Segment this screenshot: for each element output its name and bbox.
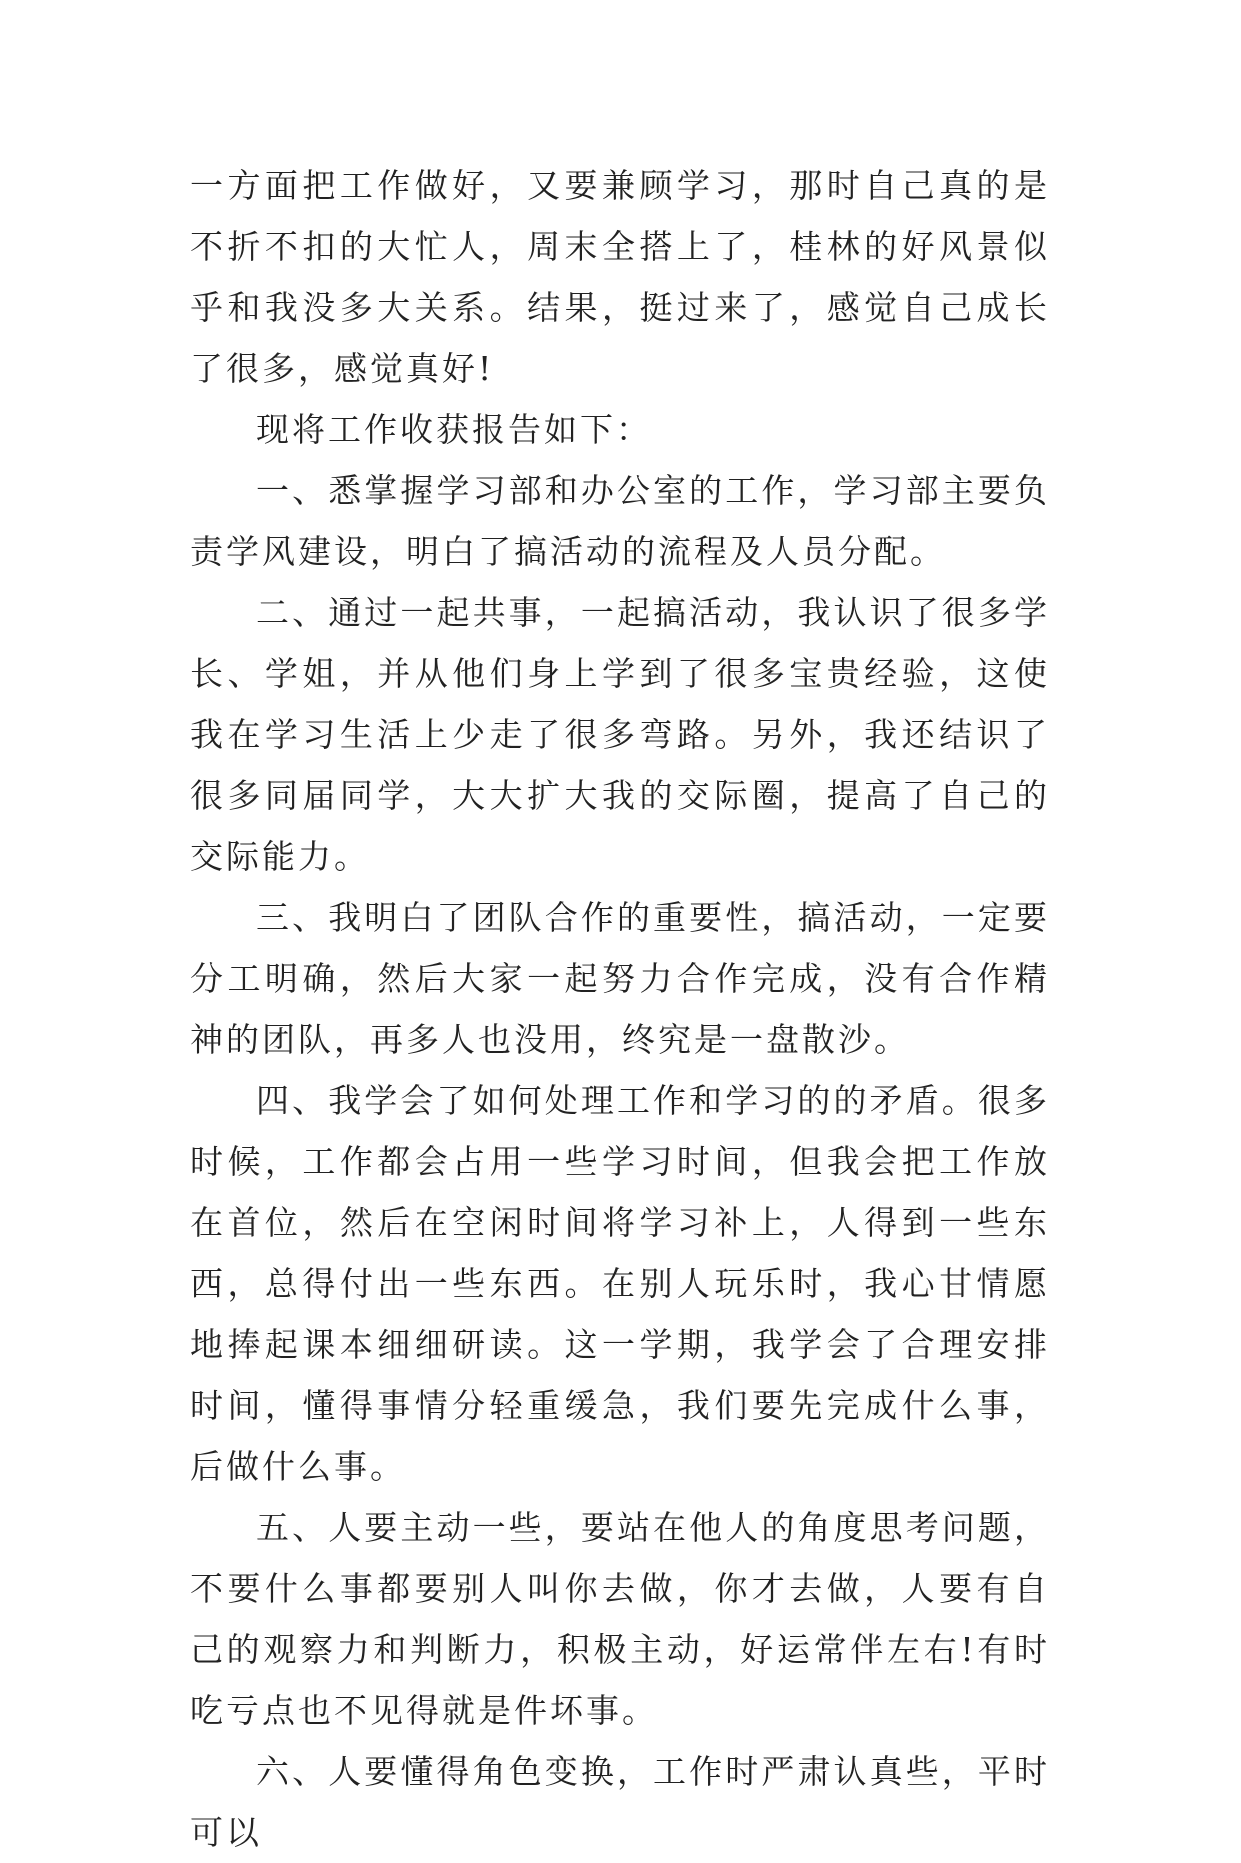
paragraph-item-3: 三、我明白了团队合作的重要性，搞活动，一定要分工明确，然后大家一起努力合作完成，没有合作精神的团队，再多人也没用，终究是一盘散沙。 [190, 898, 1050, 1059]
paragraph-report-intro: 现将工作收获报告如下： [256, 410, 652, 449]
paragraph-item-6: 六、人要懂得角色变换，工作时严肃认真些，平时可以 [190, 1752, 1050, 1852]
document-body [190, 155, 1050, 1863]
paragraph-item-1: 一、悉掌握学习部和办公室的工作，学习部主要负责学风建设，明白了搞活动的流程及人员分配。 [190, 471, 1050, 571]
paragraph-item-4: 四、我学会了如何处理工作和学习的的矛盾。很多时候，工作都会占用一些学习时间，但我会把工作放在首位，然后在空闲时间将学习补上，人得到一些东西，总得付出一些东西。在别人玩乐时，我心甘情愿地捧起课本细细研读。这一学期，我学会了合理安排时间，懂得事情分轻重缓急，我们要先完成什么事，后做什么事。 [190, 1081, 1050, 1486]
paragraph-item-2: 二、通过一起共事，一起搞活动，我认识了很多学长、学姐，并从他们身上学到了很多宝贵经验，这使我在学习生活上少走了很多弯路。另外，我还结识了很多同届同学，大大扩大我的交际圈，提高了自己的交际能力。 [190, 593, 1050, 876]
paragraph-continuation: 一方面把工作做好，又要兼顾学习，那时自己真的是不折不扣的大忙人，周末全搭上了，桂林的好风景似乎和我没多大关系。结果，挺过来了，感觉自己成长了很多，感觉真好! [190, 166, 1050, 388]
paragraph-item-5: 五、人要主动一些，要站在他人的角度思考问题，不要什么事都要别人叫你去做，你才去做，人要有自己的观察力和判断力，积极主动，好运常伴左右!有时吃亏点也不见得就是件坏事。 [190, 1508, 1050, 1730]
